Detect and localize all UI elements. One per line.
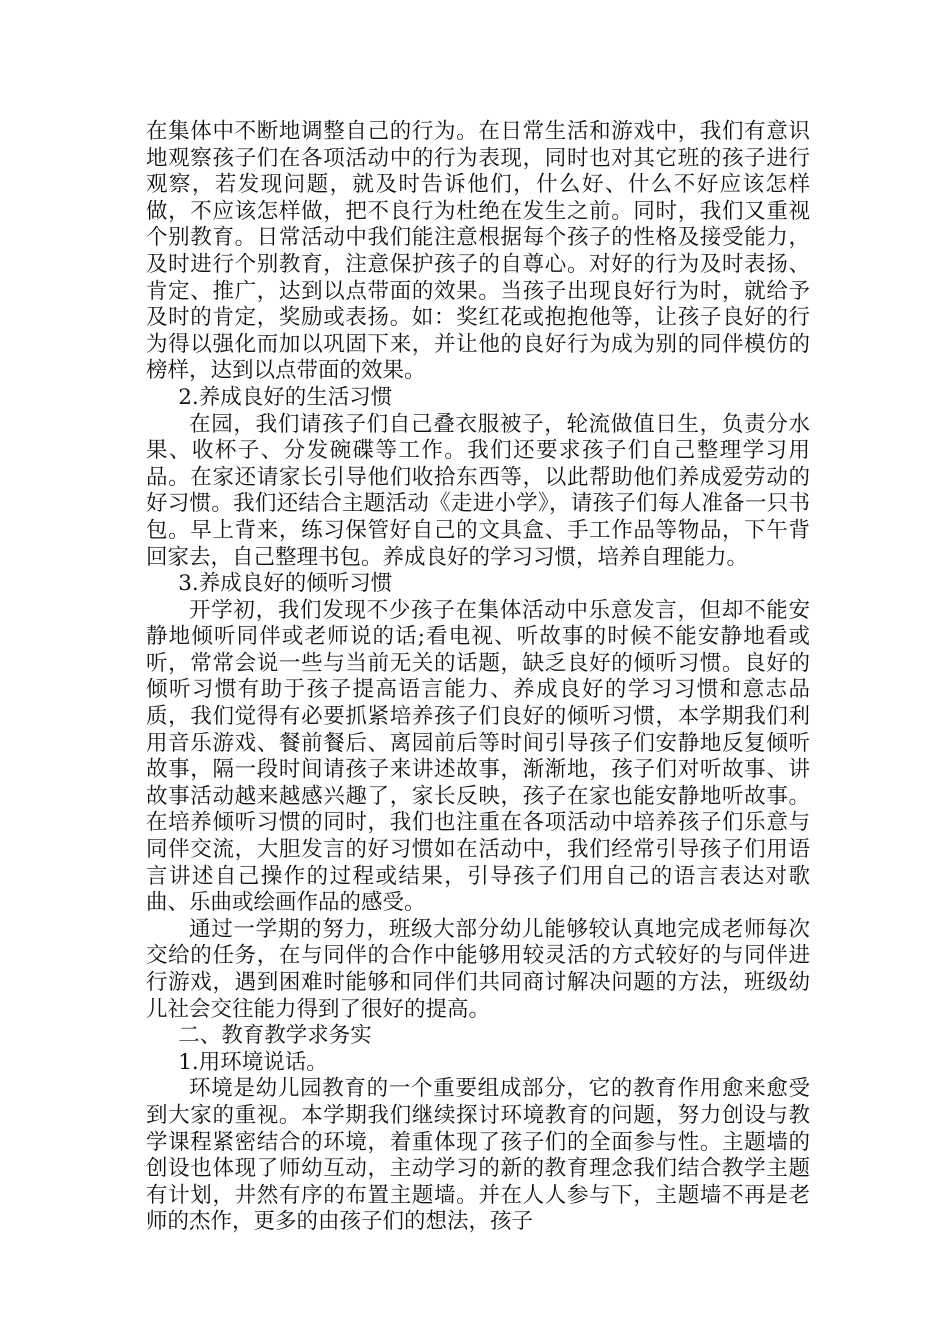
section-heading: 3.养成良好的倾听习惯 [178, 571, 393, 597]
body-paragraph: 环境是幼儿园教育的一个重要组成部分，它的教育作用愈来愈受到大家的重视。本学期我们继续探讨环境教育的问题，努力创设与教学课程紧密结合的环境，着重体现了孩子们的全面参与性。主题墙的创设也体现了师幼互动，主动学习的新的教育理念我们结合教学主题有计划，井然有序的布置主题墙。并在人人参与下，主题墙不再是老师的杰作，更多的由孩子们的想法，孩子 [146, 1076, 810, 1235]
body-paragraph: 开学初，我们发现不少孩子在集体活动中乐意发言，但却不能安静地倾听同伴或老师说的话;看电视、听故事的时候不能安静地看或听，常常会说一些与当前无关的话题，缺乏良好的倾听习惯。良好的倾听习惯有助于孩子提高语言能力、养成良好的学习习惯和意志品质，我们觉得有必要抓紧培养孩子们良好的倾听习惯，本学期我们利用音乐游戏、餐前餐后、离园前后等时间引导孩子们安静地反复倾听故事，隔一段时间请孩子来讲述故事，渐渐地，孩子们对听故事、讲故事活动越来越感兴趣了，家长反映，孩子在家也能安静地听故事。在培养倾听习惯的同时，我们也注重在各项活动中培养孩子们乐意与同伴交流，大胆发言的好习惯如在活动中，我们经常引导孩子们用语言讲述自己操作的过程或结果，引导孩子们用自己的语言表达对歌曲、乐曲或绘画作品的感受。 [146, 597, 810, 916]
document-page [146, 119, 810, 1236]
subsection-heading: 1.用环境说话。 [178, 1049, 328, 1075]
section-heading: 二、教育教学求务实 [178, 1023, 372, 1049]
body-paragraph: 在园，我们请孩子们自己叠衣服被子，轮流做值日生，负责分水果、收杯子、分发碗碟等工作。我们还要求孩子们自己整理学习用品。在家还请家长引导他们收拾东西等，以此帮助他们养成爱劳动的好习惯。我们还结合主题活动《走进小学》，请孩子们每人准备一只书包。早上背来，练习保管好自己的文具盒、手工作品等物品，下午背回家去，自己整理书包。养成良好的学习习惯，培养自理能力。 [146, 411, 810, 570]
body-paragraph: 在集体中不断地调整自己的行为。在日常生活和游戏中，我们有意识地观察孩子们在各项活动中的行为表现，同时也对其它班的孩子进行观察，若发现问题，就及时告诉他们，什么好、什么不好应该怎样做，不应该怎样做，把不良行为杜绝在发生之前。同时，我们又重视个别教育。日常活动中我们能注意根据每个孩子的性格及接受能力，及时进行个别教育，注意保护孩子的自尊心。对好的行为及时表扬、肯定、推广，达到以点带面的效果。当孩子出现良好行为时，就给予及时的肯定，奖励或表扬。如：奖红花或抱抱他等，让孩子良好的行为得以强化而加以巩固下来，并让他的良好行为成为别的同伴模仿的榜样，达到以点带面的效果。 [146, 119, 810, 384]
body-paragraph: 通过一学期的努力，班级大部分幼儿能够较认真地完成老师每次交给的任务，在与同伴的合作中能够用较灵活的方式较好的与同伴进行游戏，遇到困难时能够和同伴们共同商讨解决问题的方法，班级幼儿社会交往能力得到了很好的提高。 [146, 916, 810, 1022]
section-heading: 2.养成良好的生活习惯 [178, 384, 393, 410]
